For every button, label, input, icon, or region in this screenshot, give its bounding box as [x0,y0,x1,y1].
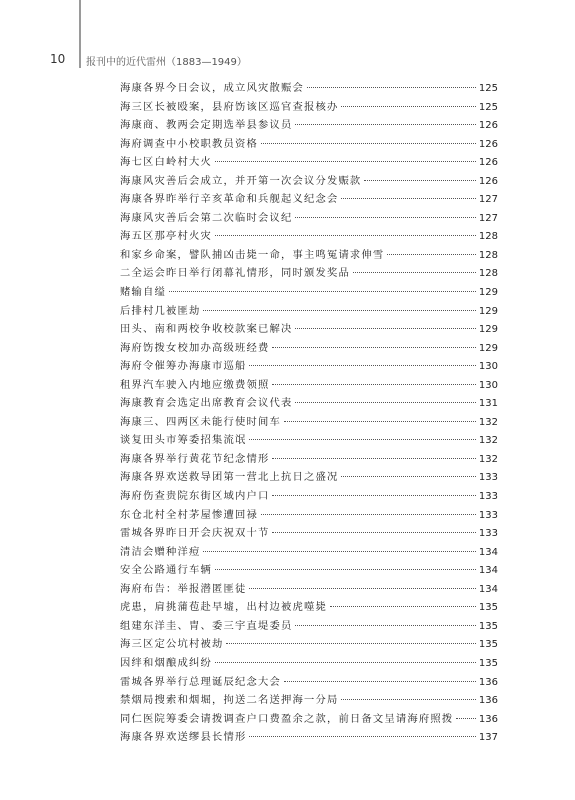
dot-leader [307,87,476,88]
toc-entry-title: 赌输自缢 [120,286,166,299]
toc-entry-title: 东仓北村全村茅屋惨遭回禄 [120,508,258,521]
dot-leader [272,347,475,348]
dot-leader [249,588,475,589]
toc-entry-title: 同仁医院筹委会请拨调查户口费盈余之款，前日备文呈请海府照拨 [120,712,454,725]
dot-leader [341,198,475,199]
toc-entry-page: 135 [478,657,498,669]
toc-entry-page: 133 [478,491,498,503]
dot-leader [272,495,475,496]
dot-leader [261,143,476,144]
toc-entry-page: 137 [478,732,498,744]
toc-entry [120,376,498,395]
toc-entry [120,116,498,135]
toc-entry [120,654,498,673]
toc-entry-title: 雷城各界举行总理诞辰纪念大会 [120,675,281,688]
toc-entry [120,153,498,172]
toc-entry-title: 海府令催筹办海康市巡船 [120,360,247,373]
dot-leader [249,736,475,737]
toc-entry [120,227,498,246]
dot-leader [295,402,475,403]
dot-leader [226,643,475,644]
toc-entry-title: 海康风灾善后会第二次临时会议纪 [120,211,293,224]
toc-entry-title: 海康各界欢送缪县长情形 [120,731,247,744]
toc-entry [120,673,498,692]
toc-entry-title: 后排村几被匪劫 [120,304,201,317]
toc-entry [120,357,498,376]
toc-entry-title: 海五区那亭村火灾 [120,230,212,243]
toc-entry-page: 134 [478,565,498,577]
toc-entry [120,468,498,487]
dot-leader [295,328,475,329]
toc-entry [120,135,498,154]
toc-entry-page: 133 [478,528,498,540]
toc-entry [120,98,498,117]
toc-entry [120,264,498,283]
dot-leader [272,532,475,533]
toc-entry-page: 125 [478,83,498,94]
toc-entry-title: 海三区定公坑村被劫 [120,638,224,651]
toc-entry [120,506,498,525]
toc-entry-page: 136 [478,713,498,725]
toc-entry-page: 135 [478,639,498,651]
toc-entry-title: 组建东洋圭、胄、委三宇直堤委员 [120,619,293,632]
dot-leader [341,106,475,107]
dot-leader [387,254,475,255]
toc-entry-title: 海康各界今日会议，成立风灾散赈会 [120,82,304,94]
dot-leader [249,439,475,440]
toc-entry-title: 海康三、四两区未能行使时间车 [120,415,281,428]
toc-entry [120,598,498,617]
toc-entry-page: 126 [478,175,498,187]
toc-entry-title: 清洁会赠种洋痘 [120,545,201,558]
toc-entry-title: 海府伤查贵院东街区域内户口 [120,490,270,503]
toc-entry-page: 135 [478,620,498,632]
dot-leader [295,217,475,218]
toc-entry [120,339,498,358]
toc-entry [120,79,498,98]
toc-entry-title: 海府饬拨女校加办高级班经费 [120,341,270,354]
toc-entry [120,413,498,432]
toc-entry [120,431,498,450]
dot-leader [341,699,475,700]
toc-entry-title: 二全运会昨日举行闭幕礼情形，同时颁发奖品 [120,267,350,280]
dot-leader [249,365,475,366]
toc-entry-page: 128 [478,268,498,280]
toc-entry [120,209,498,228]
toc-entry-title: 禁烟局搜索和烟堀，拘送二名送押海一分局 [120,694,339,707]
dot-leader [215,662,476,663]
toc-entry-title: 虎患，肩挑蒲苞赴早墟，出村边被虎噬毙 [120,601,327,614]
dot-leader [203,551,475,552]
dot-leader [169,291,476,292]
dot-leader [272,458,475,459]
toc-entry-page: 136 [478,695,498,707]
toc-entry-title: 海七区白岭村大火 [120,156,212,169]
toc-entry [120,617,498,636]
toc-entry [120,487,498,506]
dot-leader [295,124,475,125]
toc-entry-page: 131 [478,398,498,410]
dot-leader [215,161,476,162]
toc-entry-page: 126 [478,138,498,150]
toc-entry [120,190,498,209]
toc-entry-title: 田头、南和两校争收校款案已解决 [120,323,293,336]
toc-entry [120,394,498,413]
toc-entry [120,635,498,654]
dot-leader [215,569,476,570]
toc-entry-page: 125 [478,101,498,113]
toc-entry [120,543,498,562]
toc-entry-title: 海三区长被殴案，县府饬该区巡官查报核办 [120,100,339,113]
toc-entry-title: 海康教育会选定出席教育会议代表 [120,397,293,410]
dot-leader [284,681,476,682]
toc-entry-page: 126 [478,157,498,169]
toc-entry-page: 132 [478,416,498,428]
toc-entry-title: 谈复田头市筹委招集流氓 [120,434,247,447]
running-title: 报刊中的近代雷州（1883—1949） [86,57,247,68]
dot-leader [261,514,476,515]
toc-entry-page: 126 [478,120,498,132]
toc-entry-page: 135 [478,602,498,614]
toc-entry-title: 和家乡命案，譬队捕凶击毙一命，事主鸣冤请求伸雪 [120,248,385,261]
toc-entry [120,728,498,747]
toc-entry [120,691,498,710]
toc-entry-page: 127 [478,194,498,206]
toc-entry-page: 129 [478,287,498,299]
dot-leader [353,272,476,273]
toc-entry [120,302,498,321]
toc-entry-page: 133 [478,509,498,521]
toc-entry-title: 海府布告：举报潜匿匪徒 [120,582,247,595]
toc-entry-title: 雷城各界昨日开会庆祝双十节 [120,527,270,540]
toc-entry-page: 128 [478,249,498,261]
toc-entry-title: 租界汽车驶入内地应缴费领照 [120,378,270,391]
toc-entry-page: 132 [478,453,498,465]
toc-entry-page: 134 [478,583,498,595]
toc-entry [120,580,498,599]
toc-entry-title: 安全公路通行车辆 [120,564,212,577]
dot-leader [284,421,476,422]
toc-entry-page: 128 [478,231,498,243]
toc-entry-page: 130 [478,361,498,373]
toc-entry [120,561,498,580]
toc-entry-page: 132 [478,435,498,447]
toc-entry-page: 133 [478,472,498,484]
toc-entry-page: 136 [478,676,498,688]
dot-leader [341,476,475,477]
toc-entry-title: 海康各界举行黄花节纪念情形 [120,452,270,465]
toc-entry-page: 130 [478,379,498,391]
dot-leader [330,606,476,607]
page-number: 10 [50,52,66,66]
dot-leader [203,310,475,311]
toc-entry [120,450,498,469]
dot-leader [215,235,476,236]
toc-entry [120,172,498,191]
toc-entry-page: 134 [478,546,498,558]
toc-entry-title: 海康风灾善后会成立，并开第一次会议分发赈款 [120,174,362,187]
dot-leader [364,180,475,181]
toc-entry-title: 海康各界昨举行辛亥革命和兵舰起义纪念会 [120,193,339,206]
table-of-contents [120,79,498,747]
toc-entry-page: 129 [478,324,498,336]
dot-leader [272,384,475,385]
toc-entry-page: 129 [478,342,498,354]
dot-leader [295,625,475,626]
toc-entry-title: 因绊和烟酿成纠纷 [120,656,212,669]
toc-entry [120,320,498,339]
toc-entry-page: 129 [478,305,498,317]
toc-entry [120,283,498,302]
toc-entry [120,710,498,729]
header-rule [79,0,81,68]
toc-entry-title: 海康各界欢送救导团第一营北上抗日之盛况 [120,471,339,484]
toc-entry-page: 127 [478,212,498,224]
toc-entry [120,524,498,543]
toc-entry-title: 海康商、教两会定期选举县参议员 [120,119,293,132]
toc-entry [120,246,498,265]
dot-leader [456,718,475,719]
toc-entry-title: 海府调查中小校职教员资格 [120,137,258,150]
